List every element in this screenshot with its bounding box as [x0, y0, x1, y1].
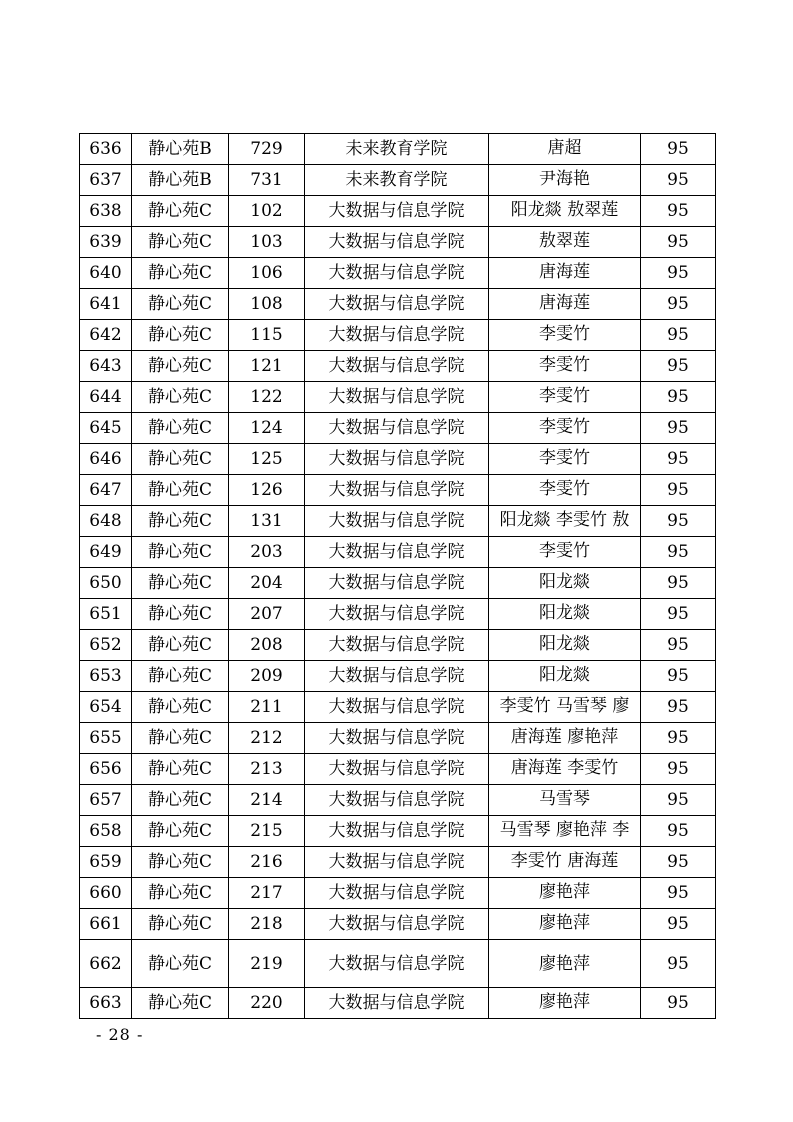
- table-row: [80, 320, 716, 351]
- score-cell: 95: [641, 723, 716, 754]
- college-cell: 未来教育学院: [305, 165, 489, 196]
- college-cell: 大数据与信息学院: [305, 785, 489, 816]
- table-row: [80, 568, 716, 599]
- building-cell: 静心苑C: [132, 909, 229, 940]
- building-cell: 静心苑C: [132, 537, 229, 568]
- names-cell: 廖艳萍: [489, 988, 641, 1019]
- score-cell: 95: [641, 661, 716, 692]
- row-number: 650: [80, 568, 132, 599]
- room-cell: 126: [229, 475, 305, 506]
- building-cell: 静心苑C: [132, 754, 229, 785]
- room-cell: 212: [229, 723, 305, 754]
- building-cell: 静心苑C: [132, 320, 229, 351]
- college-cell: 大数据与信息学院: [305, 537, 489, 568]
- score-cell: 95: [641, 988, 716, 1019]
- college-cell: 未来教育学院: [305, 134, 489, 165]
- score-cell: 95: [641, 258, 716, 289]
- row-number: 639: [80, 227, 132, 258]
- names-cell: 李雯竹 唐海莲: [489, 847, 641, 878]
- row-number: 662: [80, 940, 132, 988]
- building-cell: 静心苑C: [132, 351, 229, 382]
- row-number: 660: [80, 878, 132, 909]
- row-number: 638: [80, 196, 132, 227]
- score-cell: 95: [641, 754, 716, 785]
- names-cell: 李雯竹: [489, 537, 641, 568]
- table-row: [80, 475, 716, 506]
- names-cell: 马雪琴 廖艳萍 李: [489, 816, 641, 847]
- room-cell: 217: [229, 878, 305, 909]
- room-cell: 121: [229, 351, 305, 382]
- row-number: 648: [80, 506, 132, 537]
- names-cell: 唐海莲: [489, 258, 641, 289]
- table-row: [80, 227, 716, 258]
- college-cell: 大数据与信息学院: [305, 351, 489, 382]
- row-number: 637: [80, 165, 132, 196]
- college-cell: 大数据与信息学院: [305, 692, 489, 723]
- score-cell: 95: [641, 134, 716, 165]
- table-row: [80, 258, 716, 289]
- building-cell: 静心苑C: [132, 785, 229, 816]
- room-cell: 122: [229, 382, 305, 413]
- names-cell: 马雪琴: [489, 785, 641, 816]
- score-cell: 95: [641, 878, 716, 909]
- table-row: [80, 599, 716, 630]
- college-cell: 大数据与信息学院: [305, 847, 489, 878]
- table-row: [80, 537, 716, 568]
- room-cell: 208: [229, 630, 305, 661]
- score-cell: 95: [641, 909, 716, 940]
- college-cell: 大数据与信息学院: [305, 878, 489, 909]
- score-cell: 95: [641, 351, 716, 382]
- score-cell: 95: [641, 289, 716, 320]
- building-cell: 静心苑C: [132, 382, 229, 413]
- names-cell: 唐海莲 廖艳萍: [489, 723, 641, 754]
- room-cell: 124: [229, 413, 305, 444]
- table-row: [80, 878, 716, 909]
- table-row: [80, 785, 716, 816]
- row-number: 640: [80, 258, 132, 289]
- room-cell: 215: [229, 816, 305, 847]
- row-number: 654: [80, 692, 132, 723]
- names-cell: 廖艳萍: [489, 878, 641, 909]
- score-cell: 95: [641, 599, 716, 630]
- score-cell: 95: [641, 444, 716, 475]
- room-cell: 729: [229, 134, 305, 165]
- score-cell: 95: [641, 847, 716, 878]
- room-cell: 218: [229, 909, 305, 940]
- table-body: [80, 134, 716, 1019]
- room-cell: 220: [229, 988, 305, 1019]
- college-cell: 大数据与信息学院: [305, 723, 489, 754]
- page-number: - 28 -: [96, 1025, 144, 1044]
- names-cell: 阳龙燚: [489, 661, 641, 692]
- building-cell: 静心苑C: [132, 413, 229, 444]
- room-cell: 207: [229, 599, 305, 630]
- table-row: [80, 723, 716, 754]
- college-cell: 大数据与信息学院: [305, 661, 489, 692]
- names-cell: 唐海莲: [489, 289, 641, 320]
- names-cell: 李雯竹: [489, 351, 641, 382]
- names-cell: 李雯竹 马雪琴 廖: [489, 692, 641, 723]
- table-row: [80, 847, 716, 878]
- score-cell: 95: [641, 475, 716, 506]
- college-cell: 大数据与信息学院: [305, 630, 489, 661]
- room-cell: 203: [229, 537, 305, 568]
- names-cell: 阳龙燚: [489, 568, 641, 599]
- score-cell: 95: [641, 568, 716, 599]
- building-cell: 静心苑C: [132, 723, 229, 754]
- college-cell: 大数据与信息学院: [305, 196, 489, 227]
- college-cell: 大数据与信息学院: [305, 382, 489, 413]
- building-cell: 静心苑C: [132, 506, 229, 537]
- table-row: [80, 351, 716, 382]
- college-cell: 大数据与信息学院: [305, 816, 489, 847]
- names-cell: 唐海莲 李雯竹: [489, 754, 641, 785]
- names-cell: 李雯竹: [489, 475, 641, 506]
- building-cell: 静心苑C: [132, 475, 229, 506]
- room-cell: 125: [229, 444, 305, 475]
- names-cell: 敖翠莲: [489, 227, 641, 258]
- building-cell: 静心苑C: [132, 630, 229, 661]
- building-cell: 静心苑C: [132, 878, 229, 909]
- room-cell: 131: [229, 506, 305, 537]
- row-number: 655: [80, 723, 132, 754]
- row-number: 649: [80, 537, 132, 568]
- building-cell: 静心苑C: [132, 661, 229, 692]
- college-cell: 大数据与信息学院: [305, 909, 489, 940]
- table-row: [80, 661, 716, 692]
- score-cell: 95: [641, 196, 716, 227]
- names-cell: 阳龙燚: [489, 599, 641, 630]
- college-cell: 大数据与信息学院: [305, 940, 489, 988]
- building-cell: 静心苑C: [132, 227, 229, 258]
- table-row: [80, 289, 716, 320]
- room-cell: 102: [229, 196, 305, 227]
- table-row: [80, 988, 716, 1019]
- college-cell: 大数据与信息学院: [305, 475, 489, 506]
- row-number: 636: [80, 134, 132, 165]
- table-row: [80, 196, 716, 227]
- building-cell: 静心苑C: [132, 816, 229, 847]
- row-number: 663: [80, 988, 132, 1019]
- row-number: 653: [80, 661, 132, 692]
- names-cell: 李雯竹: [489, 444, 641, 475]
- table-row: [80, 909, 716, 940]
- college-cell: 大数据与信息学院: [305, 227, 489, 258]
- college-cell: 大数据与信息学院: [305, 506, 489, 537]
- college-cell: 大数据与信息学院: [305, 988, 489, 1019]
- table-row: [80, 816, 716, 847]
- names-cell: 廖艳萍: [489, 940, 641, 988]
- names-cell: 唐超: [489, 134, 641, 165]
- room-cell: 213: [229, 754, 305, 785]
- names-cell: 阳龙燚 李雯竹 敖: [489, 506, 641, 537]
- building-cell: 静心苑C: [132, 847, 229, 878]
- score-cell: 95: [641, 785, 716, 816]
- building-cell: 静心苑C: [132, 599, 229, 630]
- names-cell: 李雯竹: [489, 413, 641, 444]
- row-number: 658: [80, 816, 132, 847]
- table-row: [80, 165, 716, 196]
- room-cell: 103: [229, 227, 305, 258]
- college-cell: 大数据与信息学院: [305, 754, 489, 785]
- building-cell: 静心苑B: [132, 165, 229, 196]
- names-cell: 尹海艳: [489, 165, 641, 196]
- names-cell: 廖艳萍: [489, 909, 641, 940]
- table-row: [80, 506, 716, 537]
- score-cell: 95: [641, 413, 716, 444]
- names-cell: 李雯竹: [489, 382, 641, 413]
- table-row: [80, 413, 716, 444]
- college-cell: 大数据与信息学院: [305, 568, 489, 599]
- college-cell: 大数据与信息学院: [305, 320, 489, 351]
- college-cell: 大数据与信息学院: [305, 289, 489, 320]
- college-cell: 大数据与信息学院: [305, 413, 489, 444]
- allocation-table: [79, 133, 716, 1019]
- room-cell: 115: [229, 320, 305, 351]
- building-cell: 静心苑C: [132, 988, 229, 1019]
- score-cell: 95: [641, 816, 716, 847]
- names-cell: 阳龙燚 敖翠莲: [489, 196, 641, 227]
- room-cell: 204: [229, 568, 305, 599]
- score-cell: 95: [641, 940, 716, 988]
- room-cell: 216: [229, 847, 305, 878]
- room-cell: 209: [229, 661, 305, 692]
- college-cell: 大数据与信息学院: [305, 258, 489, 289]
- room-cell: 731: [229, 165, 305, 196]
- room-cell: 211: [229, 692, 305, 723]
- building-cell: 静心苑C: [132, 196, 229, 227]
- building-cell: 静心苑C: [132, 940, 229, 988]
- names-cell: 李雯竹: [489, 320, 641, 351]
- table-row: [80, 692, 716, 723]
- room-cell: 106: [229, 258, 305, 289]
- score-cell: 95: [641, 692, 716, 723]
- building-cell: 静心苑B: [132, 134, 229, 165]
- row-number: 641: [80, 289, 132, 320]
- score-cell: 95: [641, 320, 716, 351]
- row-number: 661: [80, 909, 132, 940]
- college-cell: 大数据与信息学院: [305, 444, 489, 475]
- score-cell: 95: [641, 227, 716, 258]
- row-number: 647: [80, 475, 132, 506]
- score-cell: 95: [641, 165, 716, 196]
- row-number: 642: [80, 320, 132, 351]
- building-cell: 静心苑C: [132, 444, 229, 475]
- room-cell: 214: [229, 785, 305, 816]
- row-number: 652: [80, 630, 132, 661]
- table-row: [80, 940, 716, 988]
- row-number: 644: [80, 382, 132, 413]
- row-number: 645: [80, 413, 132, 444]
- row-number: 657: [80, 785, 132, 816]
- table-row: [80, 382, 716, 413]
- row-number: 659: [80, 847, 132, 878]
- score-cell: 95: [641, 506, 716, 537]
- building-cell: 静心苑C: [132, 692, 229, 723]
- building-cell: 静心苑C: [132, 258, 229, 289]
- names-cell: 阳龙燚: [489, 630, 641, 661]
- college-cell: 大数据与信息学院: [305, 599, 489, 630]
- table-row: [80, 134, 716, 165]
- row-number: 651: [80, 599, 132, 630]
- table-row: [80, 754, 716, 785]
- room-cell: 219: [229, 940, 305, 988]
- score-cell: 95: [641, 537, 716, 568]
- building-cell: 静心苑C: [132, 289, 229, 320]
- building-cell: 静心苑C: [132, 568, 229, 599]
- table-row: [80, 630, 716, 661]
- table-row: [80, 444, 716, 475]
- room-cell: 108: [229, 289, 305, 320]
- score-cell: 95: [641, 382, 716, 413]
- score-cell: 95: [641, 630, 716, 661]
- row-number: 646: [80, 444, 132, 475]
- row-number: 643: [80, 351, 132, 382]
- row-number: 656: [80, 754, 132, 785]
